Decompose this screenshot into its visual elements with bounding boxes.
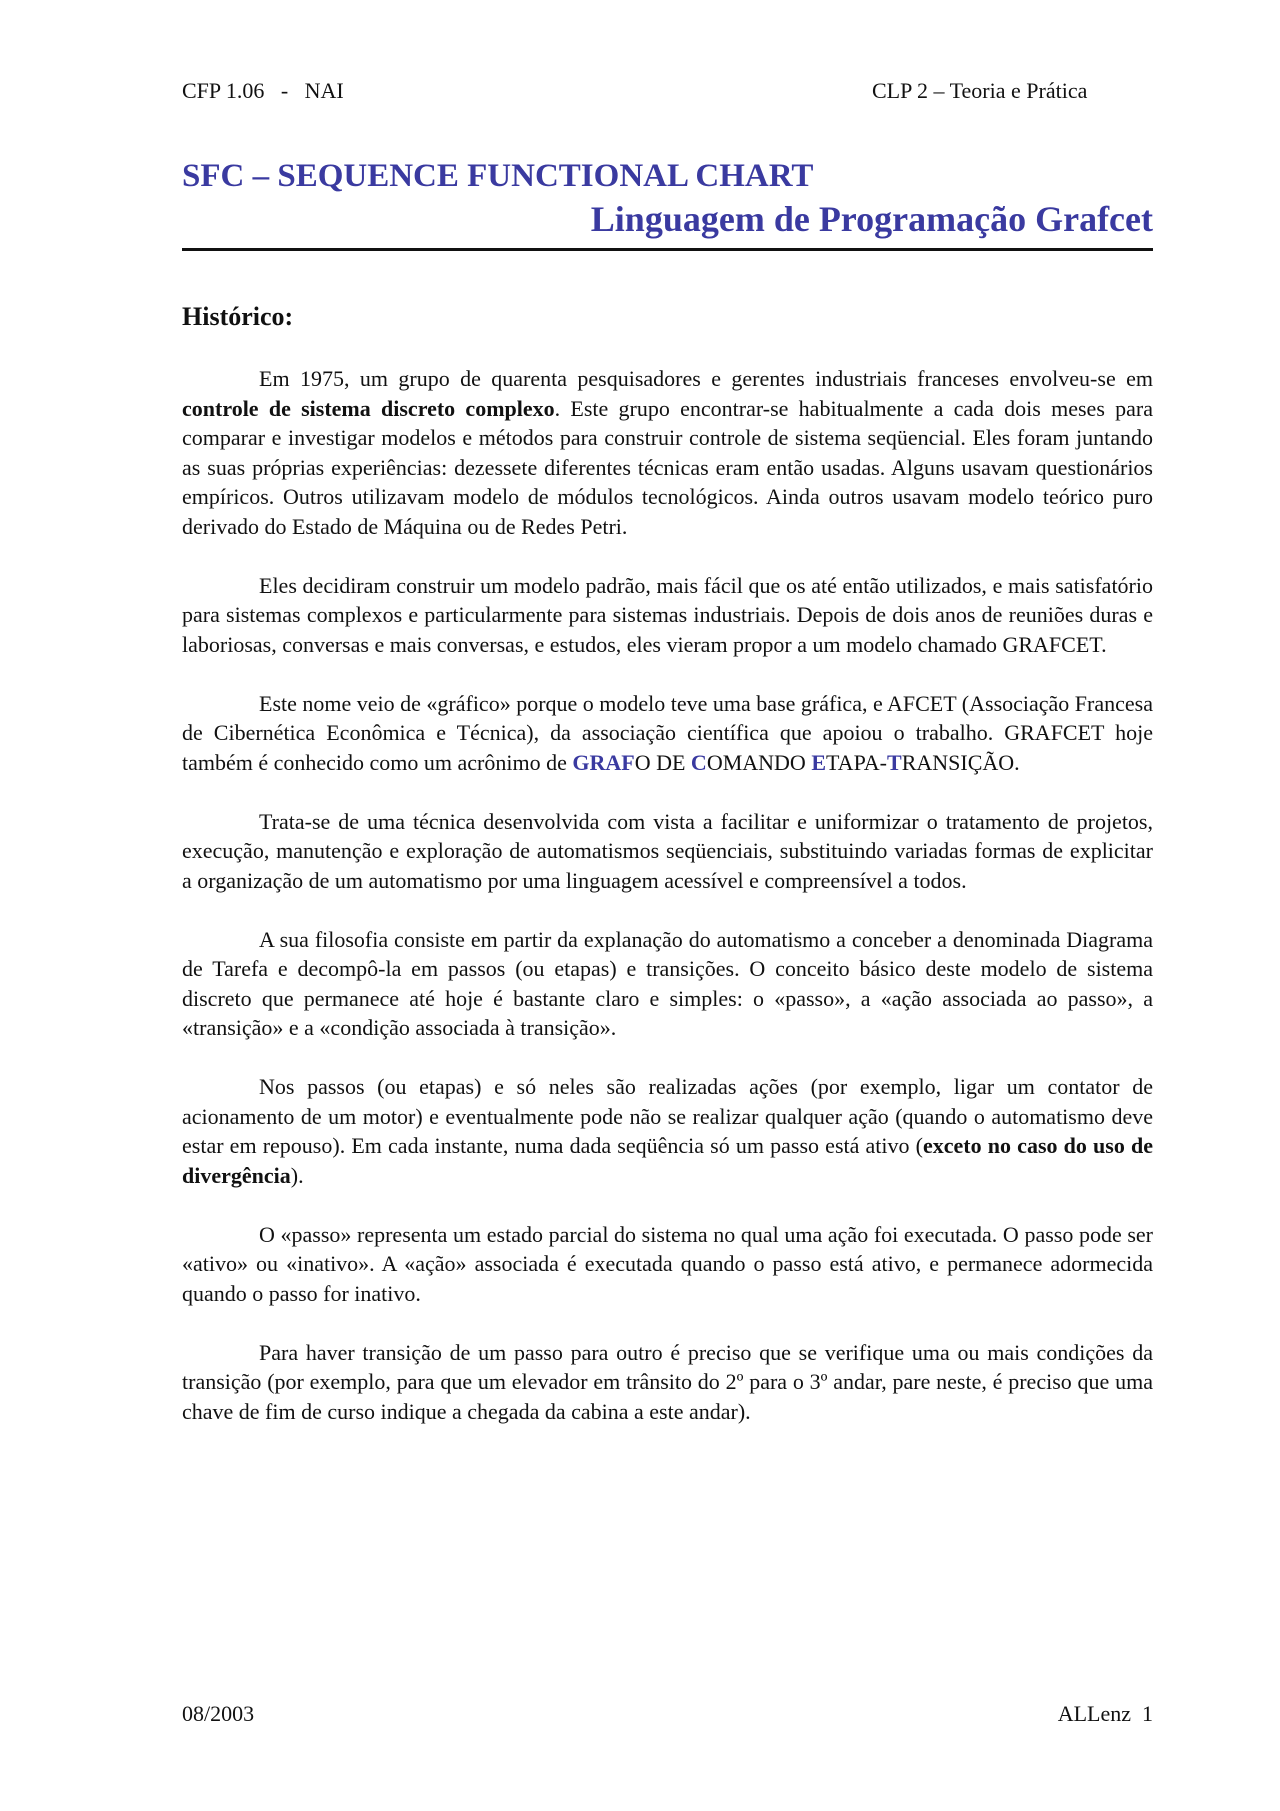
section-heading: Histórico: (182, 302, 294, 331)
paragraph-6 (182, 1072, 1153, 1190)
acronym-highlight-graf: GRAF (572, 749, 635, 775)
paragraph-1-text-b: . Este grupo encontrar-se habitualmente a cada dois meses para comparar e investigar modelos e métodos para construir controle de sistema seqüencial. Eles foram juntando as suas próprias experiências: dezessete diferentes técnicas eram então usadas. Alguns usavam questionários empíricos. Outros utilizavam modelo de módulos tecnológicos. Ainda outros usavam modelo teórico puro derivado do Estado de Máquina ou de Redes Petri. (182, 395, 1153, 539)
paragraph-6-bold: exceto no caso do uso de divergência (182, 1133, 1153, 1188)
header-left-text: CFP 1.06 - NAI (182, 78, 344, 103)
document-subtitle: Linguagem de Programação Grafcet (590, 199, 1153, 239)
document-title: SFC – SEQUENCE FUNCTIONAL CHART (182, 158, 814, 194)
paragraph-3-text-e: RANSIÇÃO. (901, 749, 1020, 775)
footer-page-number: ALLenz 1 (1057, 1701, 1153, 1726)
paragraph-3 (182, 689, 1153, 778)
acronym-highlight-c: C (690, 749, 707, 775)
paragraph-3-text-d: TAPA- (826, 749, 887, 775)
paragraph-1-text-a: Em 1975, um grupo de quarenta pesquisadores e gerentes industriais franceses envolveu-se em (259, 366, 1153, 391)
paragraph-6-text-a: Nos passos (ou etapas) e só neles são realizadas ações (por exemplo, ligar um contator de acionamento de um motor) e eventualmente pode não se realizar qualquer ação (quando o automatismo deve estar em repouso). Em cada instante, numa dada seqüência só um passo está ativo ( (182, 1074, 1153, 1158)
paragraph-2: Eles decidiram construir um modelo padrão, mais fácil que os até então utilizados, e mais satisfatório para sistemas complexos e particularmente para sistemas industriais. Depois de dois anos de reuniões duras e laboriosas, conversas e mais conversas, e estudos, eles vieram propor a um modelo chamado GRAFCET. (182, 572, 1153, 657)
paragraph-7: O «passo» representa um estado parcial do sistema no qual uma ação foi executada. O passo pode ser «ativo» ou «inativo». A «ação» associada é executada quando o passo está ativo, e permanece adormecida quando o passo for inativo. (182, 1221, 1153, 1306)
paragraph-5: A sua filosofia consiste em partir da explanação do automatismo a conceber a denominada Diagrama de Tarefa e decompô-la em passos (ou etapas) e transições. O conceito básico deste modelo de sistema discreto que permanece até hoje é bastante claro e simples: o «passo», a «ação associada ao passo», a «transição» e a «condição associada à transição». (182, 926, 1153, 1040)
paragraph-8: Para haver transição de um passo para outro é preciso que se verifique uma ou mais condições da transição (por exemplo, para que um elevador em trânsito do 2º para o 3º andar, pare neste, é preciso que uma chave de fim de curso indique a chegada da cabina a este andar). (182, 1339, 1153, 1424)
paragraph-6-text-b: ). (290, 1162, 304, 1188)
footer-date: 08/2003 (182, 1701, 255, 1726)
paragraph-4: Trata-se de uma técnica desenvolvida com vista a facilitar e uniformizar o tratamento de projetos, execução, manutenção e exploração de automatismos seqüenciais, substituindo variadas formas de explicitar a organização de um automatismo por uma linguagem acessível e compreensível a todos. (182, 808, 1153, 893)
paragraph-3-text-c: OMANDO (706, 749, 812, 775)
acronym-highlight-t: T (887, 749, 902, 775)
paragraph-1-bold: controle de sistema discreto complexo (182, 395, 555, 421)
body-text (182, 364, 1153, 1426)
paragraph-3-text-b: O DE (634, 749, 691, 775)
title-divider (182, 248, 1153, 251)
paragraph-1 (182, 364, 1153, 541)
paragraph-3-text-a: Este nome veio de «gráfico» porque o modelo teve uma base gráfica, e AFCET (Associação Francesa de Cibernética Econômica e Técnica), da associação científica que apoiou o trabalho. GRAFCET hoje também é conhecido como um acrônimo de (182, 690, 1153, 775)
header-right-text: CLP 2 – Teoria e Prática (872, 78, 1088, 103)
acronym-highlight-e: E (811, 749, 826, 775)
title-block (182, 156, 1153, 251)
